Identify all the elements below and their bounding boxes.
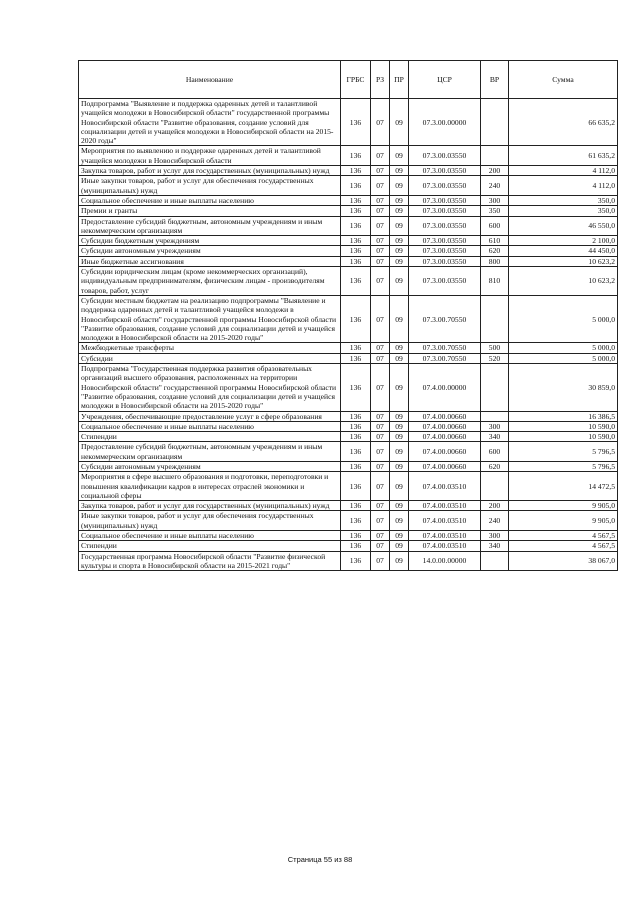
cell-sum: 2 100,0 bbox=[509, 236, 618, 246]
table-body bbox=[79, 99, 618, 571]
table-row bbox=[79, 176, 618, 196]
table-row bbox=[79, 295, 618, 342]
cell-rz: 07 bbox=[371, 472, 390, 501]
cell-pr: 09 bbox=[390, 411, 409, 421]
cell-vr: 340 bbox=[481, 541, 509, 551]
cell-grbs: 136 bbox=[341, 343, 371, 353]
cell-csr: 07.3.00.03550 bbox=[409, 166, 481, 176]
cell-pr: 09 bbox=[390, 246, 409, 256]
cell-csr: 07.3.00.03550 bbox=[409, 236, 481, 246]
cell-rz: 07 bbox=[371, 206, 390, 216]
cell-csr: 07.4.00.03510 bbox=[409, 531, 481, 541]
cell-sum: 5 000,0 bbox=[509, 343, 618, 353]
table-row bbox=[79, 531, 618, 541]
cell-grbs: 136 bbox=[341, 176, 371, 196]
table-row bbox=[79, 501, 618, 511]
cell-rz: 07 bbox=[371, 432, 390, 442]
cell-grbs: 136 bbox=[341, 216, 371, 236]
cell-rz: 07 bbox=[371, 216, 390, 236]
cell-grbs: 136 bbox=[341, 295, 371, 342]
header-vr: ВР bbox=[481, 61, 509, 99]
cell-sum: 10 590,0 bbox=[509, 432, 618, 442]
cell-grbs: 136 bbox=[341, 432, 371, 442]
cell-grbs: 136 bbox=[341, 353, 371, 363]
cell-name: Стипендии bbox=[79, 432, 341, 442]
table-row bbox=[79, 511, 618, 531]
cell-csr: 07.3.00.70550 bbox=[409, 295, 481, 342]
cell-csr: 07.4.00.00660 bbox=[409, 432, 481, 442]
cell-name: Закупка товаров, работ и услуг для государственных (муниципальных) нужд bbox=[79, 166, 341, 176]
cell-pr: 09 bbox=[390, 206, 409, 216]
cell-vr bbox=[481, 411, 509, 421]
cell-csr: 07.3.00.03550 bbox=[409, 176, 481, 196]
cell-name: Социальное обеспечение и иные выплаты населению bbox=[79, 421, 341, 431]
cell-name: Премии и гранты bbox=[79, 206, 341, 216]
cell-csr: 07.4.00.03510 bbox=[409, 511, 481, 531]
cell-vr: 300 bbox=[481, 195, 509, 205]
cell-pr: 09 bbox=[390, 541, 409, 551]
cell-vr: 300 bbox=[481, 421, 509, 431]
cell-grbs: 136 bbox=[341, 267, 371, 296]
cell-vr: 240 bbox=[481, 176, 509, 196]
cell-vr: 620 bbox=[481, 246, 509, 256]
cell-csr: 07.3.00.03550 bbox=[409, 206, 481, 216]
cell-name: Предоставление субсидий бюджетным, автономным учреждениям и иным некоммерческим организациям bbox=[79, 216, 341, 236]
table-row bbox=[79, 267, 618, 296]
cell-sum: 5 796,5 bbox=[509, 442, 618, 462]
cell-pr: 09 bbox=[390, 461, 409, 471]
cell-vr bbox=[481, 551, 509, 571]
cell-pr: 09 bbox=[390, 256, 409, 266]
cell-pr: 09 bbox=[390, 146, 409, 166]
cell-csr: 07.4.00.00660 bbox=[409, 411, 481, 421]
cell-pr: 09 bbox=[390, 176, 409, 196]
cell-name: Стипендии bbox=[79, 541, 341, 551]
cell-rz: 07 bbox=[371, 343, 390, 353]
cell-rz: 07 bbox=[371, 551, 390, 571]
cell-vr bbox=[481, 364, 509, 411]
cell-grbs: 136 bbox=[341, 472, 371, 501]
header-pr: ПР bbox=[390, 61, 409, 99]
cell-sum: 38 067,0 bbox=[509, 551, 618, 571]
cell-csr: 07.3.00.03550 bbox=[409, 195, 481, 205]
cell-grbs: 136 bbox=[341, 206, 371, 216]
cell-pr: 09 bbox=[390, 421, 409, 431]
cell-pr: 09 bbox=[390, 501, 409, 511]
cell-vr: 810 bbox=[481, 267, 509, 296]
cell-rz: 07 bbox=[371, 99, 390, 146]
cell-pr: 09 bbox=[390, 195, 409, 205]
cell-rz: 07 bbox=[371, 442, 390, 462]
cell-sum: 10 623,2 bbox=[509, 267, 618, 296]
cell-rz: 07 bbox=[371, 246, 390, 256]
cell-sum: 350,0 bbox=[509, 206, 618, 216]
cell-grbs: 136 bbox=[341, 551, 371, 571]
cell-grbs: 136 bbox=[341, 461, 371, 471]
cell-sum: 350,0 bbox=[509, 195, 618, 205]
cell-vr bbox=[481, 146, 509, 166]
cell-csr: 07.3.00.03550 bbox=[409, 256, 481, 266]
cell-sum: 9 905,0 bbox=[509, 501, 618, 511]
cell-csr: 07.4.00.00660 bbox=[409, 442, 481, 462]
cell-sum: 14 472,5 bbox=[509, 472, 618, 501]
cell-name: Субсидии автономным учреждениям bbox=[79, 461, 341, 471]
header-name: Наименование bbox=[79, 61, 341, 99]
cell-vr bbox=[481, 295, 509, 342]
cell-sum: 5 796,5 bbox=[509, 461, 618, 471]
table-row bbox=[79, 246, 618, 256]
table-row bbox=[79, 432, 618, 442]
header-rz: РЗ bbox=[371, 61, 390, 99]
cell-sum: 10 590,0 bbox=[509, 421, 618, 431]
cell-vr: 500 bbox=[481, 343, 509, 353]
cell-sum: 66 635,2 bbox=[509, 99, 618, 146]
cell-name: Межбюджетные трансферты bbox=[79, 343, 341, 353]
cell-name: Иные закупки товаров, работ и услуг для обеспечения государственных (муниципальных) нужд bbox=[79, 511, 341, 531]
cell-pr: 09 bbox=[390, 364, 409, 411]
table-row bbox=[79, 99, 618, 146]
cell-pr: 09 bbox=[390, 166, 409, 176]
cell-rz: 07 bbox=[371, 364, 390, 411]
cell-rz: 07 bbox=[371, 353, 390, 363]
cell-grbs: 136 bbox=[341, 411, 371, 421]
cell-rz: 07 bbox=[371, 511, 390, 531]
cell-pr: 09 bbox=[390, 432, 409, 442]
cell-sum: 9 905,0 bbox=[509, 511, 618, 531]
cell-grbs: 136 bbox=[341, 246, 371, 256]
cell-sum: 5 000,0 bbox=[509, 353, 618, 363]
cell-grbs: 136 bbox=[341, 511, 371, 531]
header-sum: Сумма bbox=[509, 61, 618, 99]
table-row bbox=[79, 166, 618, 176]
cell-vr: 340 bbox=[481, 432, 509, 442]
cell-name: Подпрограмма "Государственная поддержка развития образовательных организаций высшего образования, расположенных на территории Новосибирской области" государственной программы Новосибирской области "Развитие образования, создание условий для социализации детей и учащейся молодежи в Новосибирской области на 2015-2020 годы" bbox=[79, 364, 341, 411]
cell-sum: 4 112,0 bbox=[509, 166, 618, 176]
cell-name: Социальное обеспечение и иные выплаты населению bbox=[79, 531, 341, 541]
cell-name: Мероприятия по выявлению и поддержке одаренных детей и талантливой учащейся молодежи в Новосибирской области bbox=[79, 146, 341, 166]
cell-vr: 800 bbox=[481, 256, 509, 266]
cell-csr: 07.3.00.70550 bbox=[409, 343, 481, 353]
cell-name: Подпрограмма "Выявление и поддержка одаренных детей и талантливой учащейся молодежи в Новосибирской области" государственной программы Новосибирской области "Развитие образования, создание условий для социализации детей и учащейся молодежи в Новосибирской области на 2015-2020 годы" bbox=[79, 99, 341, 146]
cell-vr: 600 bbox=[481, 442, 509, 462]
cell-name: Социальное обеспечение и иные выплаты населению bbox=[79, 195, 341, 205]
cell-pr: 09 bbox=[390, 295, 409, 342]
cell-vr bbox=[481, 99, 509, 146]
cell-name: Государственная программа Новосибирской области "Развитие физической культуры и спорта в Новосибирской области на 2015-2021 годы" bbox=[79, 551, 341, 571]
cell-pr: 09 bbox=[390, 99, 409, 146]
cell-name: Иные бюджетные ассигнования bbox=[79, 256, 341, 266]
cell-name: Предоставление субсидий бюджетным, автономным учреждениям и иным некоммерческим организациям bbox=[79, 442, 341, 462]
cell-vr: 350 bbox=[481, 206, 509, 216]
cell-rz: 07 bbox=[371, 461, 390, 471]
cell-vr: 300 bbox=[481, 531, 509, 541]
cell-grbs: 136 bbox=[341, 256, 371, 266]
cell-name: Иные закупки товаров, работ и услуг для обеспечения государственных (муниципальных) нужд bbox=[79, 176, 341, 196]
cell-name: Субсидии бюджетным учреждениям bbox=[79, 236, 341, 246]
cell-csr: 07.4.00.03510 bbox=[409, 541, 481, 551]
cell-rz: 07 bbox=[371, 541, 390, 551]
cell-grbs: 136 bbox=[341, 442, 371, 462]
cell-name: Мероприятия в сфере высшего образования и подготовки, переподготовки и повышения квалификации кадров в интересах отраслей экономики и социальной сферы bbox=[79, 472, 341, 501]
cell-grbs: 136 bbox=[341, 99, 371, 146]
cell-csr: 14.0.00.00000 bbox=[409, 551, 481, 571]
cell-grbs: 136 bbox=[341, 236, 371, 246]
cell-grbs: 136 bbox=[341, 146, 371, 166]
cell-csr: 07.3.00.70550 bbox=[409, 353, 481, 363]
cell-vr: 610 bbox=[481, 236, 509, 246]
cell-csr: 07.4.00.03510 bbox=[409, 501, 481, 511]
cell-sum: 4 567,5 bbox=[509, 531, 618, 541]
cell-csr: 07.3.00.03550 bbox=[409, 267, 481, 296]
cell-sum: 4 112,0 bbox=[509, 176, 618, 196]
cell-csr: 07.3.00.03550 bbox=[409, 246, 481, 256]
header-grbs: ГРБС bbox=[341, 61, 371, 99]
cell-name: Закупка товаров, работ и услуг для государственных (муниципальных) нужд bbox=[79, 501, 341, 511]
cell-csr: 07.3.00.03550 bbox=[409, 216, 481, 236]
cell-csr: 07.4.00.00660 bbox=[409, 421, 481, 431]
cell-name: Учреждения, обеспечивающие предоставление услуг в сфере образования bbox=[79, 411, 341, 421]
cell-grbs: 136 bbox=[341, 364, 371, 411]
cell-sum: 46 550,0 bbox=[509, 216, 618, 236]
budget-table bbox=[78, 60, 618, 571]
table-row bbox=[79, 472, 618, 501]
table-row bbox=[79, 421, 618, 431]
cell-rz: 07 bbox=[371, 267, 390, 296]
cell-sum: 16 386,5 bbox=[509, 411, 618, 421]
cell-pr: 09 bbox=[390, 511, 409, 531]
table-row bbox=[79, 364, 618, 411]
table-row bbox=[79, 146, 618, 166]
cell-rz: 07 bbox=[371, 146, 390, 166]
cell-sum: 5 000,0 bbox=[509, 295, 618, 342]
cell-sum: 10 623,2 bbox=[509, 256, 618, 266]
cell-pr: 09 bbox=[390, 343, 409, 353]
table-row bbox=[79, 541, 618, 551]
cell-vr: 600 bbox=[481, 216, 509, 236]
cell-rz: 07 bbox=[371, 256, 390, 266]
cell-grbs: 136 bbox=[341, 195, 371, 205]
cell-csr: 07.3.00.00000 bbox=[409, 99, 481, 146]
table-row bbox=[79, 256, 618, 266]
table-row bbox=[79, 551, 618, 571]
cell-grbs: 136 bbox=[341, 541, 371, 551]
cell-pr: 09 bbox=[390, 236, 409, 246]
cell-name: Субсидии bbox=[79, 353, 341, 363]
table-row bbox=[79, 206, 618, 216]
cell-rz: 07 bbox=[371, 295, 390, 342]
cell-rz: 07 bbox=[371, 166, 390, 176]
cell-pr: 09 bbox=[390, 353, 409, 363]
cell-rz: 07 bbox=[371, 501, 390, 511]
cell-grbs: 136 bbox=[341, 421, 371, 431]
cell-pr: 09 bbox=[390, 472, 409, 501]
cell-csr: 07.4.00.00660 bbox=[409, 461, 481, 471]
cell-sum: 44 450,0 bbox=[509, 246, 618, 256]
cell-sum: 4 567,5 bbox=[509, 541, 618, 551]
cell-grbs: 136 bbox=[341, 531, 371, 541]
cell-name: Субсидии автономным учреждениям bbox=[79, 246, 341, 256]
page-number: Страница 55 из 88 bbox=[287, 855, 353, 864]
cell-rz: 07 bbox=[371, 195, 390, 205]
cell-rz: 07 bbox=[371, 236, 390, 246]
cell-rz: 07 bbox=[371, 531, 390, 541]
cell-csr: 07.3.00.03550 bbox=[409, 146, 481, 166]
table-row bbox=[79, 353, 618, 363]
cell-csr: 07.4.00.00000 bbox=[409, 364, 481, 411]
table-row bbox=[79, 461, 618, 471]
cell-vr: 620 bbox=[481, 461, 509, 471]
cell-sum: 30 859,0 bbox=[509, 364, 618, 411]
table-row bbox=[79, 442, 618, 462]
cell-vr: 200 bbox=[481, 501, 509, 511]
cell-pr: 09 bbox=[390, 216, 409, 236]
cell-vr: 240 bbox=[481, 511, 509, 531]
cell-sum: 61 635,2 bbox=[509, 146, 618, 166]
table-row bbox=[79, 216, 618, 236]
table-row bbox=[79, 195, 618, 205]
cell-vr: 520 bbox=[481, 353, 509, 363]
table-row bbox=[79, 236, 618, 246]
cell-vr bbox=[481, 472, 509, 501]
cell-grbs: 136 bbox=[341, 501, 371, 511]
table-header-row bbox=[79, 61, 618, 99]
cell-pr: 09 bbox=[390, 267, 409, 296]
cell-rz: 07 bbox=[371, 421, 390, 431]
header-csr: ЦСР bbox=[409, 61, 481, 99]
table-row bbox=[79, 343, 618, 353]
cell-pr: 09 bbox=[390, 551, 409, 571]
cell-name: Субсидии местным бюджетам на реализацию подпрограммы "Выявление и поддержка одаренных детей и талантливой учащейся молодежи в Новосибирской области" государственной программы Новосибирской области "Развитие образования, создание условий для социализации детей и учащейся молодежи в Новосибирской области на 2015-2020 годы" bbox=[79, 295, 341, 342]
cell-vr: 200 bbox=[481, 166, 509, 176]
cell-rz: 07 bbox=[371, 176, 390, 196]
table-row bbox=[79, 411, 618, 421]
cell-rz: 07 bbox=[371, 411, 390, 421]
cell-csr: 07.4.00.03510 bbox=[409, 472, 481, 501]
cell-name: Субсидии юридическим лицам (кроме некоммерческих организаций), индивидуальным предпринимателям, физическим лицам - производителям товаров, работ, услуг bbox=[79, 267, 341, 296]
cell-grbs: 136 bbox=[341, 166, 371, 176]
cell-pr: 09 bbox=[390, 442, 409, 462]
cell-pr: 09 bbox=[390, 531, 409, 541]
